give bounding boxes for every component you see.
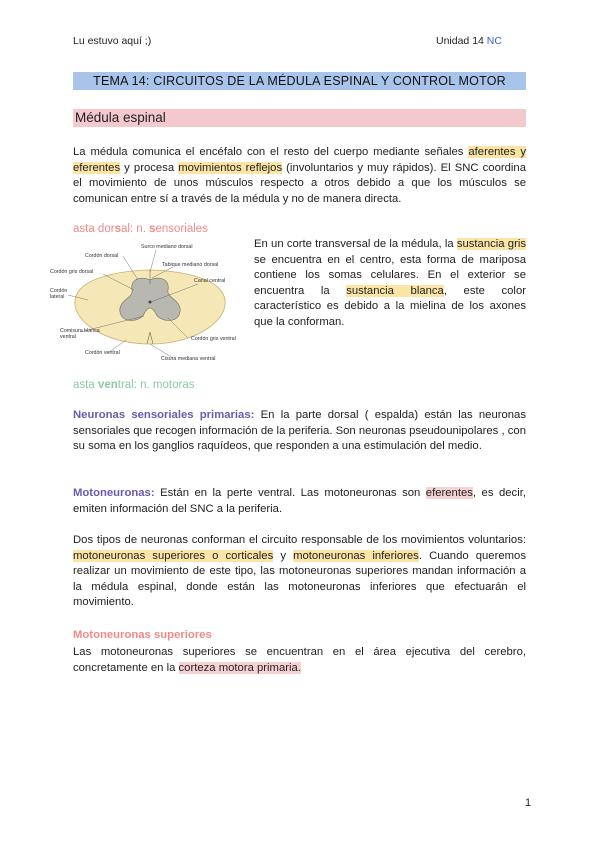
spinal-cord-diagram [48,240,248,364]
label-cisura: Cisura mediana ventral [161,356,216,362]
page-number: 1 [525,797,532,809]
text: asta [73,379,98,391]
text: y procesa [120,161,179,174]
text: En un corte transversal de la médula, la [254,238,457,250]
text: tral: n. motoras [117,379,195,391]
highlight-inferiores: motoneuronas inferiores [293,549,419,562]
dos-tipos-paragraph [73,533,526,611]
text: ven [97,379,118,391]
document-title: TEMA 14: CIRCUITOS DE LA MÉDULA ESPINAL Y CONTROL MOTOR [73,72,526,90]
text: La médula comunica el encéfalo con el resto del cuerpo mediante señales [73,146,469,158]
unit-label: Unidad 14 [436,35,487,47]
cross-section-paragraph [254,237,526,330]
text: al: n. [120,223,150,235]
text: , este color característico es debido a la mielina de los axones que la conforman. [254,284,526,328]
text: asta dor [73,223,115,235]
label-gris-dorsal: Cordón gris dorsal [50,269,94,275]
text: (involuntarios y muy rápidos). El SNC coordina el movimiento de unos músculos respecto a otros debido a que los músculos se comunican entre sí a través de la médula y no de manera directa. [73,161,526,205]
label-cordon-dorsal: Cordón dorsal [85,253,119,259]
text: Están en la perte ventral. Las motoneuronas son [154,487,426,499]
neuronas-paragraph [73,408,526,455]
asta-ventral-label [73,379,194,391]
motoneuronas-paragraph [73,486,526,517]
text: ensoriales [155,223,208,235]
highlight-superiores: motoneuronas superiores o corticales [73,549,274,562]
label-tabique: Tabique mediano dorsal [162,262,219,268]
unit-code: NC [486,35,502,47]
highlight-sustancia-blanca: sustancia blanca [346,284,444,297]
label-surco: Surco mediano dorsal [141,244,193,250]
text: Las motoneuronas superiores se encuentran en el área ejecutiva del cerebro, concretamente en la [73,646,526,674]
label-cordon-ventral: Cordón ventral [85,350,120,356]
motoneuronas-label: Motoneuronas: [73,487,155,499]
text: En la parte dorsal ( espalda) están las neuronas sensoriales que recogen información de la periferia. Son neuronas pseudounipolares , con su soma en los ganglios raquídeos, que responden a una estimulación del medio. [73,409,526,452]
neuronas-label: Neuronas sensoriales primarias: [73,409,255,421]
text: y [273,549,294,562]
highlight-eferentes: eferentes [425,487,473,499]
section-title: Médula espinal [73,109,526,127]
highlight-reflejos: movimientos reflejos [178,161,283,174]
text: . Cuando queremos realizar un movimiento de este tipo, las motoneuronas superiores mandan información a la médula espinal, donde están las motoneuronas inferiores que efectuarán el movimiento. [73,549,526,608]
label-canal: Canal central [194,278,226,284]
text: se encuentra en el centro, esta forma de mariposa contiene los somas celulares. En el exterior se encuentra la [254,253,526,297]
intro-paragraph [73,145,526,207]
asta-dorsal-label [73,223,208,235]
label-cordon-lateral: Cordón lateral [50,288,68,300]
highlight-sustancia-gris: sustancia gris [456,238,526,250]
text: s [149,223,156,235]
header-note: Lu estuvo aquí ;) [73,35,152,47]
header-unit [436,35,502,47]
superiores-paragraph [73,645,526,676]
motoneuronas-superiores-heading: Motoneuronas superiores [73,629,212,641]
text: Dos tipos de neuronas conforman el circuito responsable de los movimientos voluntarios: [73,534,526,546]
highlight-aferentes: aferentes y eferentes [73,146,527,174]
text: , es decir, emiten información del SNC a la periferia. [73,487,526,515]
label-comisura: Comisura blanca ventral [60,328,100,340]
spinal-cord-figure [48,240,248,364]
label-gris-ventral: Cordón gris ventral [191,336,236,342]
text: s [114,223,121,235]
highlight-corteza: corteza motora primaria. [178,661,301,674]
